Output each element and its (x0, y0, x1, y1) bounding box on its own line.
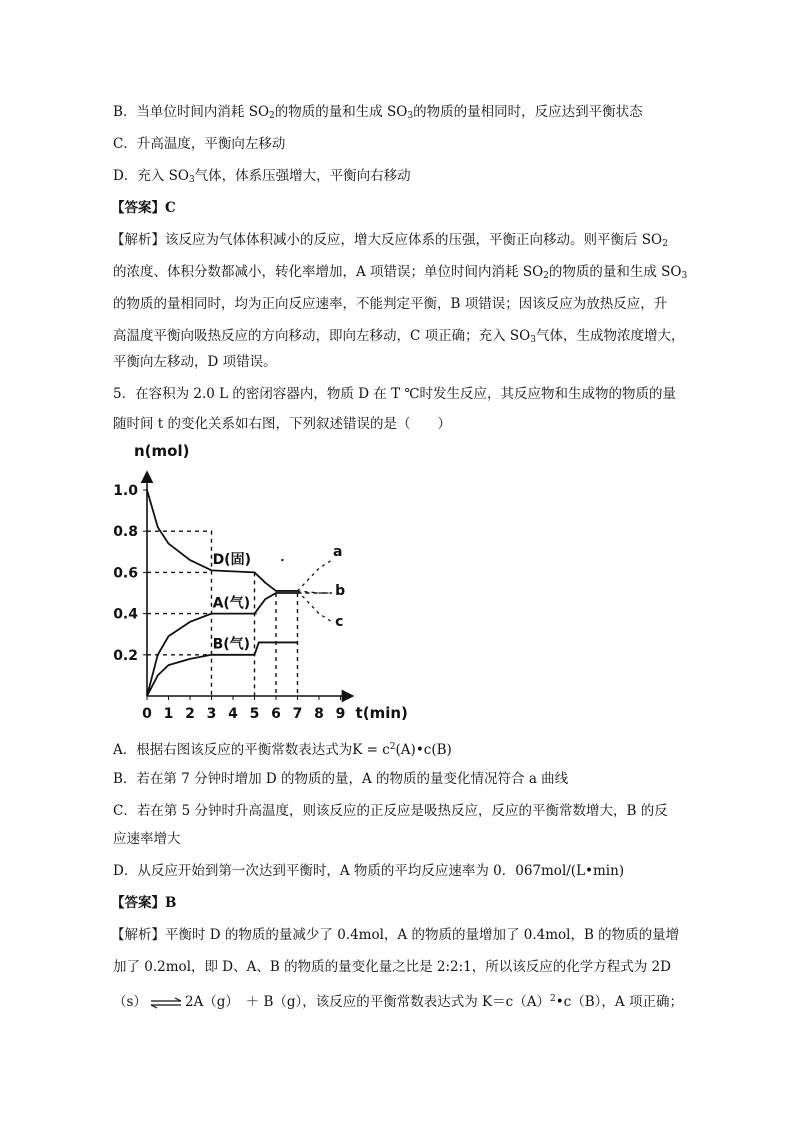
x-tick-label: 4 (228, 706, 238, 722)
x-axis-label: t(min) (355, 704, 408, 722)
q4-option-d: D．充入 $SO_3$气体，体系压强增大，平衡向右移动 (113, 168, 411, 185)
x-tick-label: 5 (249, 706, 260, 722)
label-b-gas: B(气) (212, 636, 251, 653)
chart-labels (134, 442, 408, 722)
q5-option-b: B．若在第 7 分钟时增加 D 的物质的量，A 的物质的量变化情况符合 a 曲线 (113, 771, 569, 787)
q4-analysis-line4: 高温度平衡向吸热反应的方向移动，即向左移动，C 项正确；充入 $SO_3$气体，生成物浓度增大， (113, 328, 685, 345)
q4-analysis-line2: 的浓度、体积分数都减小，转化率增加，A 项错误；单位时间内消耗 $SO_2$的物质的量和生成 $SO_3$ (113, 264, 688, 281)
x-tick-label: 7 (292, 706, 303, 722)
x-tick-label: 8 (314, 706, 324, 722)
q4-option-b: B．当单位时间内消耗 $SO_2$的物质的量和生成 $SO_3$的物质的量相同时，反应达到平衡状态 (113, 104, 643, 121)
chart-curves (147, 490, 332, 696)
q5-option-c-line1: C．若在第 5 分钟时升高温度，则该反应的正反应是吸热反应，反应的平衡常数增大，B 的反 (113, 803, 668, 819)
x-tick-label: 0 (142, 706, 152, 722)
q4-analysis-line1: 【解析】该反应为气体体积减小的反应，增大反应体系的压强，平衡正向移动。则平衡后 $SO_2$ (111, 232, 668, 249)
y-axis-label: n(mol) (134, 442, 190, 460)
q5-stem-line1: 5．在容积为 2.0 L 的密闭容器内，物质 D 在 T ℃时发生反应，其反应物和生成物的物质的量 (113, 386, 676, 402)
q4-analysis-line3: 的物质的量相同时，均为正向反应速率，不能判定平衡，B 项错误；因该反应为放热反应，升 (113, 296, 668, 312)
label-d-solid: D(固) (212, 552, 251, 569)
q5-option-a: A．根据右图该反应的平衡常数表达式为$K = c^2(A)•c(B)$ (113, 742, 452, 758)
x-tick-label: 1 (163, 706, 174, 722)
y-tick-label: 0.4 (113, 606, 138, 623)
curve-1 (147, 490, 298, 591)
y-tick-label: 0.2 (113, 647, 138, 664)
q4-answer: 【答案】C (111, 200, 176, 216)
label-curve-b: b (335, 583, 346, 600)
y-tick-label: 0.8 (113, 524, 138, 541)
q5-analysis-line2: 加了 0.2mol，即 D、A、B 的物质的量变化量之比是 2:2:1，所以该反应的化学方程式为 2D (113, 959, 671, 975)
q4-analysis-line5: 平衡向左移动，D 项错误。 (113, 354, 277, 370)
x-tick-label: 2 (185, 706, 195, 722)
q5-stem-line2: 随时间 t 的变化关系如右图，下列叙述错误的是（ ） (113, 416, 452, 432)
x-tick-label: 3 (206, 706, 217, 722)
stray-dot (281, 559, 283, 561)
q4-option-c: C．升高温度，平衡向左移动 (113, 136, 286, 152)
q5-option-d: D．从反应开始到第一次达到平衡时，A 物质的平均反应速率为 0．067mol/(L•min) (113, 863, 625, 879)
y-tick-label: 0.6 (113, 565, 138, 582)
label-curve-a: a (332, 543, 343, 560)
q5-option-c-line2: 应速率增大 (113, 831, 181, 847)
q5-chart (110, 438, 410, 728)
q5-answer: 【答案】B (111, 895, 177, 911)
curve-6 (298, 591, 332, 622)
curve-4 (298, 560, 332, 591)
label-curve-c: c (335, 613, 344, 630)
q5-analysis-line1: 【解析】平衡时 D 的物质的量减少了 0.4mol，A 的物质的量增加了 0.4mol，B 的物质的量增 (111, 927, 680, 943)
reversible-arrow-icon (149, 997, 183, 1009)
q5-analysis-line3: （s） 2A（g） ＋ B（g），该反应的平衡常数表达式为 $K=c(A)^2•c(B)$，A 项正确； (113, 994, 683, 1010)
label-a-gas: A(气) (212, 595, 251, 612)
x-tick-label: 6 (271, 706, 281, 722)
x-tick-label: 9 (335, 706, 346, 722)
y-tick-label: 1.0 (113, 483, 138, 499)
